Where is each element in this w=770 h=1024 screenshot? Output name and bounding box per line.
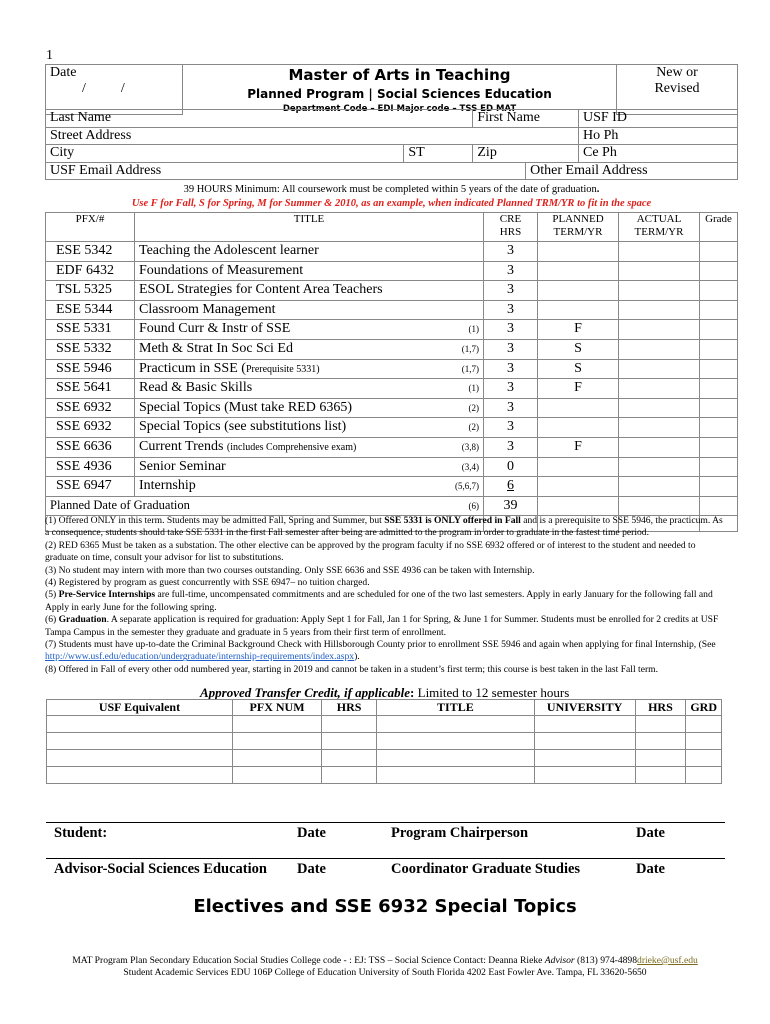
student-info-table <box>45 109 738 180</box>
graduation-actual-cell[interactable] <box>619 496 700 516</box>
course-code: SSE 6932 <box>46 398 135 418</box>
grade-cell[interactable] <box>700 437 738 457</box>
transfer-cell[interactable] <box>377 767 535 784</box>
header-table <box>45 64 738 115</box>
state-field[interactable]: ST <box>404 145 473 163</box>
transfer-cell[interactable] <box>686 767 722 784</box>
course-row <box>46 437 738 457</box>
date-label: Date <box>50 65 77 80</box>
chair-date-label: Date <box>636 825 665 841</box>
course-code: SSE 5641 <box>46 379 135 399</box>
grade-cell[interactable] <box>700 398 738 418</box>
usf-id-field[interactable]: USF ID <box>579 110 738 128</box>
transfer-table <box>46 699 722 784</box>
course-title: Teaching the Adolescent learner <box>135 242 484 262</box>
coordinator-date-label: Date <box>636 861 665 877</box>
actual-term-cell[interactable] <box>619 261 700 281</box>
col-hrs-header: CRE HRS <box>484 213 538 242</box>
planned-term-cell[interactable] <box>538 300 619 320</box>
col-grade-header: Grade <box>700 213 738 242</box>
course-row <box>46 457 738 477</box>
transfer-cell[interactable] <box>232 733 321 750</box>
advisor-date-label: Date <box>297 861 326 877</box>
course-title: Special Topics (see substitutions list) (2) <box>135 418 484 438</box>
course-title: Read & Basic Skills (1) <box>135 379 484 399</box>
transfer-col-header: UNIVERSITY <box>534 700 635 716</box>
course-hours: 3 <box>484 339 538 359</box>
grade-cell[interactable] <box>700 477 738 497</box>
course-hours: 3 <box>484 242 538 262</box>
transfer-col-header: USF Equivalent <box>47 700 233 716</box>
actual-term-cell[interactable] <box>619 418 700 438</box>
course-title: Current Trends (includes Comprehensive exam) (3,8) <box>135 437 484 457</box>
grade-cell[interactable] <box>700 339 738 359</box>
transfer-col-header: PFX NUM <box>232 700 321 716</box>
grade-cell[interactable] <box>700 418 738 438</box>
city-field[interactable]: City <box>46 145 404 163</box>
course-hours: 0 <box>484 457 538 477</box>
transfer-row <box>47 767 722 784</box>
grade-cell[interactable] <box>700 281 738 301</box>
course-code: SSE 6947 <box>46 477 135 497</box>
zip-field[interactable]: Zip <box>473 145 579 163</box>
last-name-field[interactable]: Last Name <box>46 110 473 128</box>
student-date-label: Date <box>297 825 326 841</box>
course-title: Classroom Management <box>135 300 484 320</box>
transfer-cell[interactable] <box>686 733 722 750</box>
course-title: Practicum in SSE (Prerequisite 5331) (1,7) <box>135 359 484 379</box>
transfer-cell[interactable] <box>686 750 722 767</box>
signature-line-2 <box>46 858 725 859</box>
planned-term-cell[interactable] <box>538 457 619 477</box>
transfer-cell[interactable] <box>47 716 233 733</box>
course-row <box>46 398 738 418</box>
actual-term-cell[interactable] <box>619 339 700 359</box>
planned-term-cell[interactable] <box>538 398 619 418</box>
courses-header-row <box>46 213 738 242</box>
transfer-cell[interactable] <box>377 733 535 750</box>
term-codes-note: Use F for Fall, S for Spring, M for Summer & 2010, as an example, when indicated Planned TRM/YR to fit in the space <box>131 198 652 209</box>
transfer-cell[interactable] <box>322 750 377 767</box>
col-title-header: TITLE <box>135 213 484 242</box>
course-title: Special Topics (Must take RED 6365) (2) <box>135 398 484 418</box>
course-title: ESOL Strategies for Content Area Teachers <box>135 281 484 301</box>
actual-term-cell[interactable] <box>619 379 700 399</box>
revised-label: Revised <box>654 81 700 96</box>
course-title: Found Curr & Instr of SSE (1) <box>135 320 484 340</box>
course-row <box>46 281 738 301</box>
date-cell[interactable] <box>46 65 183 115</box>
total-hours: 39 <box>484 496 538 516</box>
col-pfx-header: PFX/# <box>46 213 135 242</box>
transfer-cell[interactable] <box>232 716 321 733</box>
col-planned-header: PLANNED TERM/YR <box>538 213 619 242</box>
transfer-row <box>47 750 722 767</box>
transfer-cell[interactable] <box>322 767 377 784</box>
course-title: Internship (5,6,7) <box>135 477 484 497</box>
course-code: SSE 5946 <box>46 359 135 379</box>
transfer-cell[interactable] <box>534 767 635 784</box>
planned-term-cell[interactable] <box>538 261 619 281</box>
course-row <box>46 379 738 399</box>
course-row <box>46 418 738 438</box>
grade-cell[interactable] <box>700 300 738 320</box>
course-row <box>46 477 738 497</box>
course-row <box>46 339 738 359</box>
course-row <box>46 320 738 340</box>
grade-cell[interactable] <box>700 261 738 281</box>
course-row <box>46 359 738 379</box>
course-hours: 3 <box>484 359 538 379</box>
transfer-row <box>47 733 722 750</box>
course-title: Meth & Strat In Soc Sci Ed (1,7) <box>135 339 484 359</box>
course-row <box>46 242 738 262</box>
course-hours: 3 <box>484 379 538 399</box>
transfer-cell[interactable] <box>47 733 233 750</box>
actual-term-cell[interactable] <box>619 281 700 301</box>
actual-term-cell[interactable] <box>619 300 700 320</box>
course-hours: 3 <box>484 281 538 301</box>
planned-term-cell[interactable] <box>538 477 619 497</box>
transfer-cell[interactable] <box>322 716 377 733</box>
cell-phone-field[interactable]: Ce Ph <box>579 145 738 163</box>
transfer-cell[interactable] <box>635 716 686 733</box>
col-actual-header: ACTUAL TERM/YR <box>619 213 700 242</box>
actual-term-cell[interactable] <box>619 437 700 457</box>
note-1: (1) Offered ONLY in this term. Students may be admitted Fall, Spring and Summer, but SSE 5331 is ONLY offered in Fall and is a prerequisite to SSE 5946, the practicum. As a consequence, students should take SSE 5331 in the first Fall semester after being are admitted to the program in order to graduate in the fastest time period. <box>45 515 723 539</box>
date-separators: / / <box>82 81 125 96</box>
note-3: (3) No student may intern with more than two courses outstanding. Only SSE 6636 and SSE 4936 can be taken with Internship. <box>45 564 535 576</box>
grade-cell[interactable] <box>700 359 738 379</box>
transfer-cell[interactable] <box>534 716 635 733</box>
transfer-cell[interactable] <box>534 733 635 750</box>
advisor-signature-label: Advisor-Social Sciences Education <box>54 861 267 877</box>
transfer-cell[interactable] <box>47 750 233 767</box>
usf-email-field[interactable]: USF Email Address <box>46 162 526 180</box>
grade-cell[interactable] <box>700 379 738 399</box>
other-email-field[interactable]: Other Email Address <box>526 162 738 180</box>
transfer-cell[interactable] <box>377 716 535 733</box>
planned-term-cell[interactable]: F <box>538 437 619 457</box>
course-code: TSL 5325 <box>46 281 135 301</box>
signature-line-1 <box>46 822 725 823</box>
course-hours: 3 <box>484 261 538 281</box>
actual-term-cell[interactable] <box>619 320 700 340</box>
course-code: SSE 4936 <box>46 457 135 477</box>
footer-contact: MAT Program Plan Secondary Education Social Studies College code - : EJ: TSS – Social Science Contact: Deanna Rieke Advisor (813) 974-4898drieke@usf.edu <box>72 955 698 966</box>
course-row <box>46 261 738 281</box>
actual-term-cell[interactable] <box>619 477 700 497</box>
new-or-label: New or <box>656 65 698 80</box>
transfer-col-header: HRS <box>322 700 377 716</box>
actual-term-cell[interactable] <box>619 359 700 379</box>
course-code: ESE 5342 <box>46 242 135 262</box>
note-2: (2) RED 6365 Must be taken as a substation. The other elective can be approved by the program faculty if no SSE 6932 offered or of interest to the student and needed to graduate on time, consult your advisor for list to substitutions. <box>45 539 696 564</box>
transfer-col-header: TITLE <box>377 700 535 716</box>
form-title: Master of Arts in Teaching <box>288 66 511 84</box>
graduation-row <box>46 496 738 516</box>
course-code: SSE 6932 <box>46 418 135 438</box>
actual-term-cell[interactable] <box>619 457 700 477</box>
hours-minimum-note: 39 HOURS Minimum: All coursework must be completed within 5 years of the date of graduation. <box>183 184 600 195</box>
form-subtitle: Planned Program | Social Sciences Education <box>247 87 552 101</box>
new-or-revised-cell[interactable] <box>617 65 738 115</box>
course-code: ESE 5344 <box>46 300 135 320</box>
note-4: (4) Registered by program as guest concurrently with SSE 6947– no tuition charged. <box>45 577 370 589</box>
transfer-cell[interactable] <box>377 750 535 767</box>
planned-term-cell[interactable]: F <box>538 320 619 340</box>
coordinator-signature-label: Coordinator Graduate Studies <box>391 861 581 877</box>
transfer-row <box>47 716 722 733</box>
advisor-email-link[interactable]: drieke@usf.edu <box>637 955 698 966</box>
course-title: Senior Seminar (3,4) <box>135 457 484 477</box>
grade-cell[interactable] <box>700 457 738 477</box>
course-hours: 3 <box>484 437 538 457</box>
graduation-grade-cell[interactable] <box>700 496 738 516</box>
planned-term-cell[interactable] <box>538 242 619 262</box>
course-code: SSE 5332 <box>46 339 135 359</box>
footer-address: Student Academic Services EDU 106P College of Education University of South Florida 4202 East Fowler Ave. Tampa, FL 33620-5650 <box>123 967 647 978</box>
planned-term-cell[interactable]: F <box>538 379 619 399</box>
transfer-cell[interactable] <box>635 750 686 767</box>
transfer-cell[interactable] <box>635 733 686 750</box>
transfer-cell[interactable] <box>47 767 233 784</box>
planned-term-cell[interactable] <box>538 281 619 301</box>
course-title: Foundations of Measurement <box>135 261 484 281</box>
actual-term-cell[interactable] <box>619 242 700 262</box>
student-signature-label: Student: <box>54 825 108 841</box>
transfer-cell[interactable] <box>534 750 635 767</box>
graduation-date-field[interactable]: Planned Date of Graduation (6) <box>46 496 484 516</box>
course-hours: 6 <box>484 477 538 497</box>
dept-code: Department Code – EDI Major code – TSS ED MAT <box>282 104 517 114</box>
transfer-col-header: HRS <box>635 700 686 716</box>
transfer-cell[interactable] <box>232 767 321 784</box>
course-code: SSE 5331 <box>46 320 135 340</box>
course-hours: 3 <box>484 398 538 418</box>
transfer-cell[interactable] <box>322 733 377 750</box>
planned-term-cell[interactable]: S <box>538 339 619 359</box>
course-hours: 3 <box>484 320 538 340</box>
course-row <box>46 300 738 320</box>
note-6: (6) Graduation. A separate application is required for graduation: Apply Sept 1 for Fall, Jan 1 for Spring, & June 1 for Summer. Students must be enrolled for 2 credits at USF Tampa Campus in the semester they graduate and graduate in 5 years from their first term of enrollment. <box>45 614 719 638</box>
actual-term-cell[interactable] <box>619 398 700 418</box>
page-number: 1 <box>46 48 53 63</box>
internship-requirements-link[interactable]: http://www.usf.edu/education/undergraduate/internship-requirements/index.aspx <box>45 651 355 663</box>
graduation-planned-cell[interactable] <box>538 496 619 516</box>
electives-heading: Electives and SSE 6932 Special Topics <box>193 896 577 917</box>
course-code: EDF 6432 <box>46 261 135 281</box>
course-hours: 3 <box>484 300 538 320</box>
note-8: (8) Offered in Fall of every other odd numbered year, starting in 2019 and cannot be taken in a student’s first term; this course is best taken in the last Fall term. <box>45 663 659 675</box>
transfer-col-header: GRD <box>686 700 722 716</box>
grade-cell[interactable] <box>700 242 738 262</box>
home-phone-field[interactable]: Ho Ph <box>579 127 738 145</box>
street-address-field[interactable]: Street Address <box>46 127 579 145</box>
transfer-cell[interactable] <box>232 750 321 767</box>
footnotes <box>45 515 725 676</box>
courses-table <box>45 212 738 532</box>
note-7: (7) Students must have up-to-date the Criminal Background Check with Hillsborough County prior to enrollment SSE 5946 and again when applying for final Internship, (See http://www.usf.edu/education/undergraduate/internship-requirements/index.aspx). <box>45 639 716 663</box>
transfer-cell[interactable] <box>635 767 686 784</box>
note-5: (5) Pre-Service Internships are full-time, uncompensated commitments and are scheduled for one of the two last semesters. Apply in early January for the following fall and Apply in early June for the following spring. <box>45 589 713 613</box>
course-hours: 3 <box>484 418 538 438</box>
chair-signature-label: Program Chairperson <box>391 825 529 841</box>
course-code: SSE 6636 <box>46 437 135 457</box>
planned-term-cell[interactable] <box>538 418 619 438</box>
transfer-cell[interactable] <box>686 716 722 733</box>
grade-cell[interactable] <box>700 320 738 340</box>
transfer-heading: Approved Transfer Credit, if applicable: Limited to 12 semester hours <box>200 685 570 700</box>
planned-term-cell[interactable]: S <box>538 359 619 379</box>
footer <box>0 955 770 979</box>
first-name-field[interactable]: First Name <box>473 110 579 128</box>
